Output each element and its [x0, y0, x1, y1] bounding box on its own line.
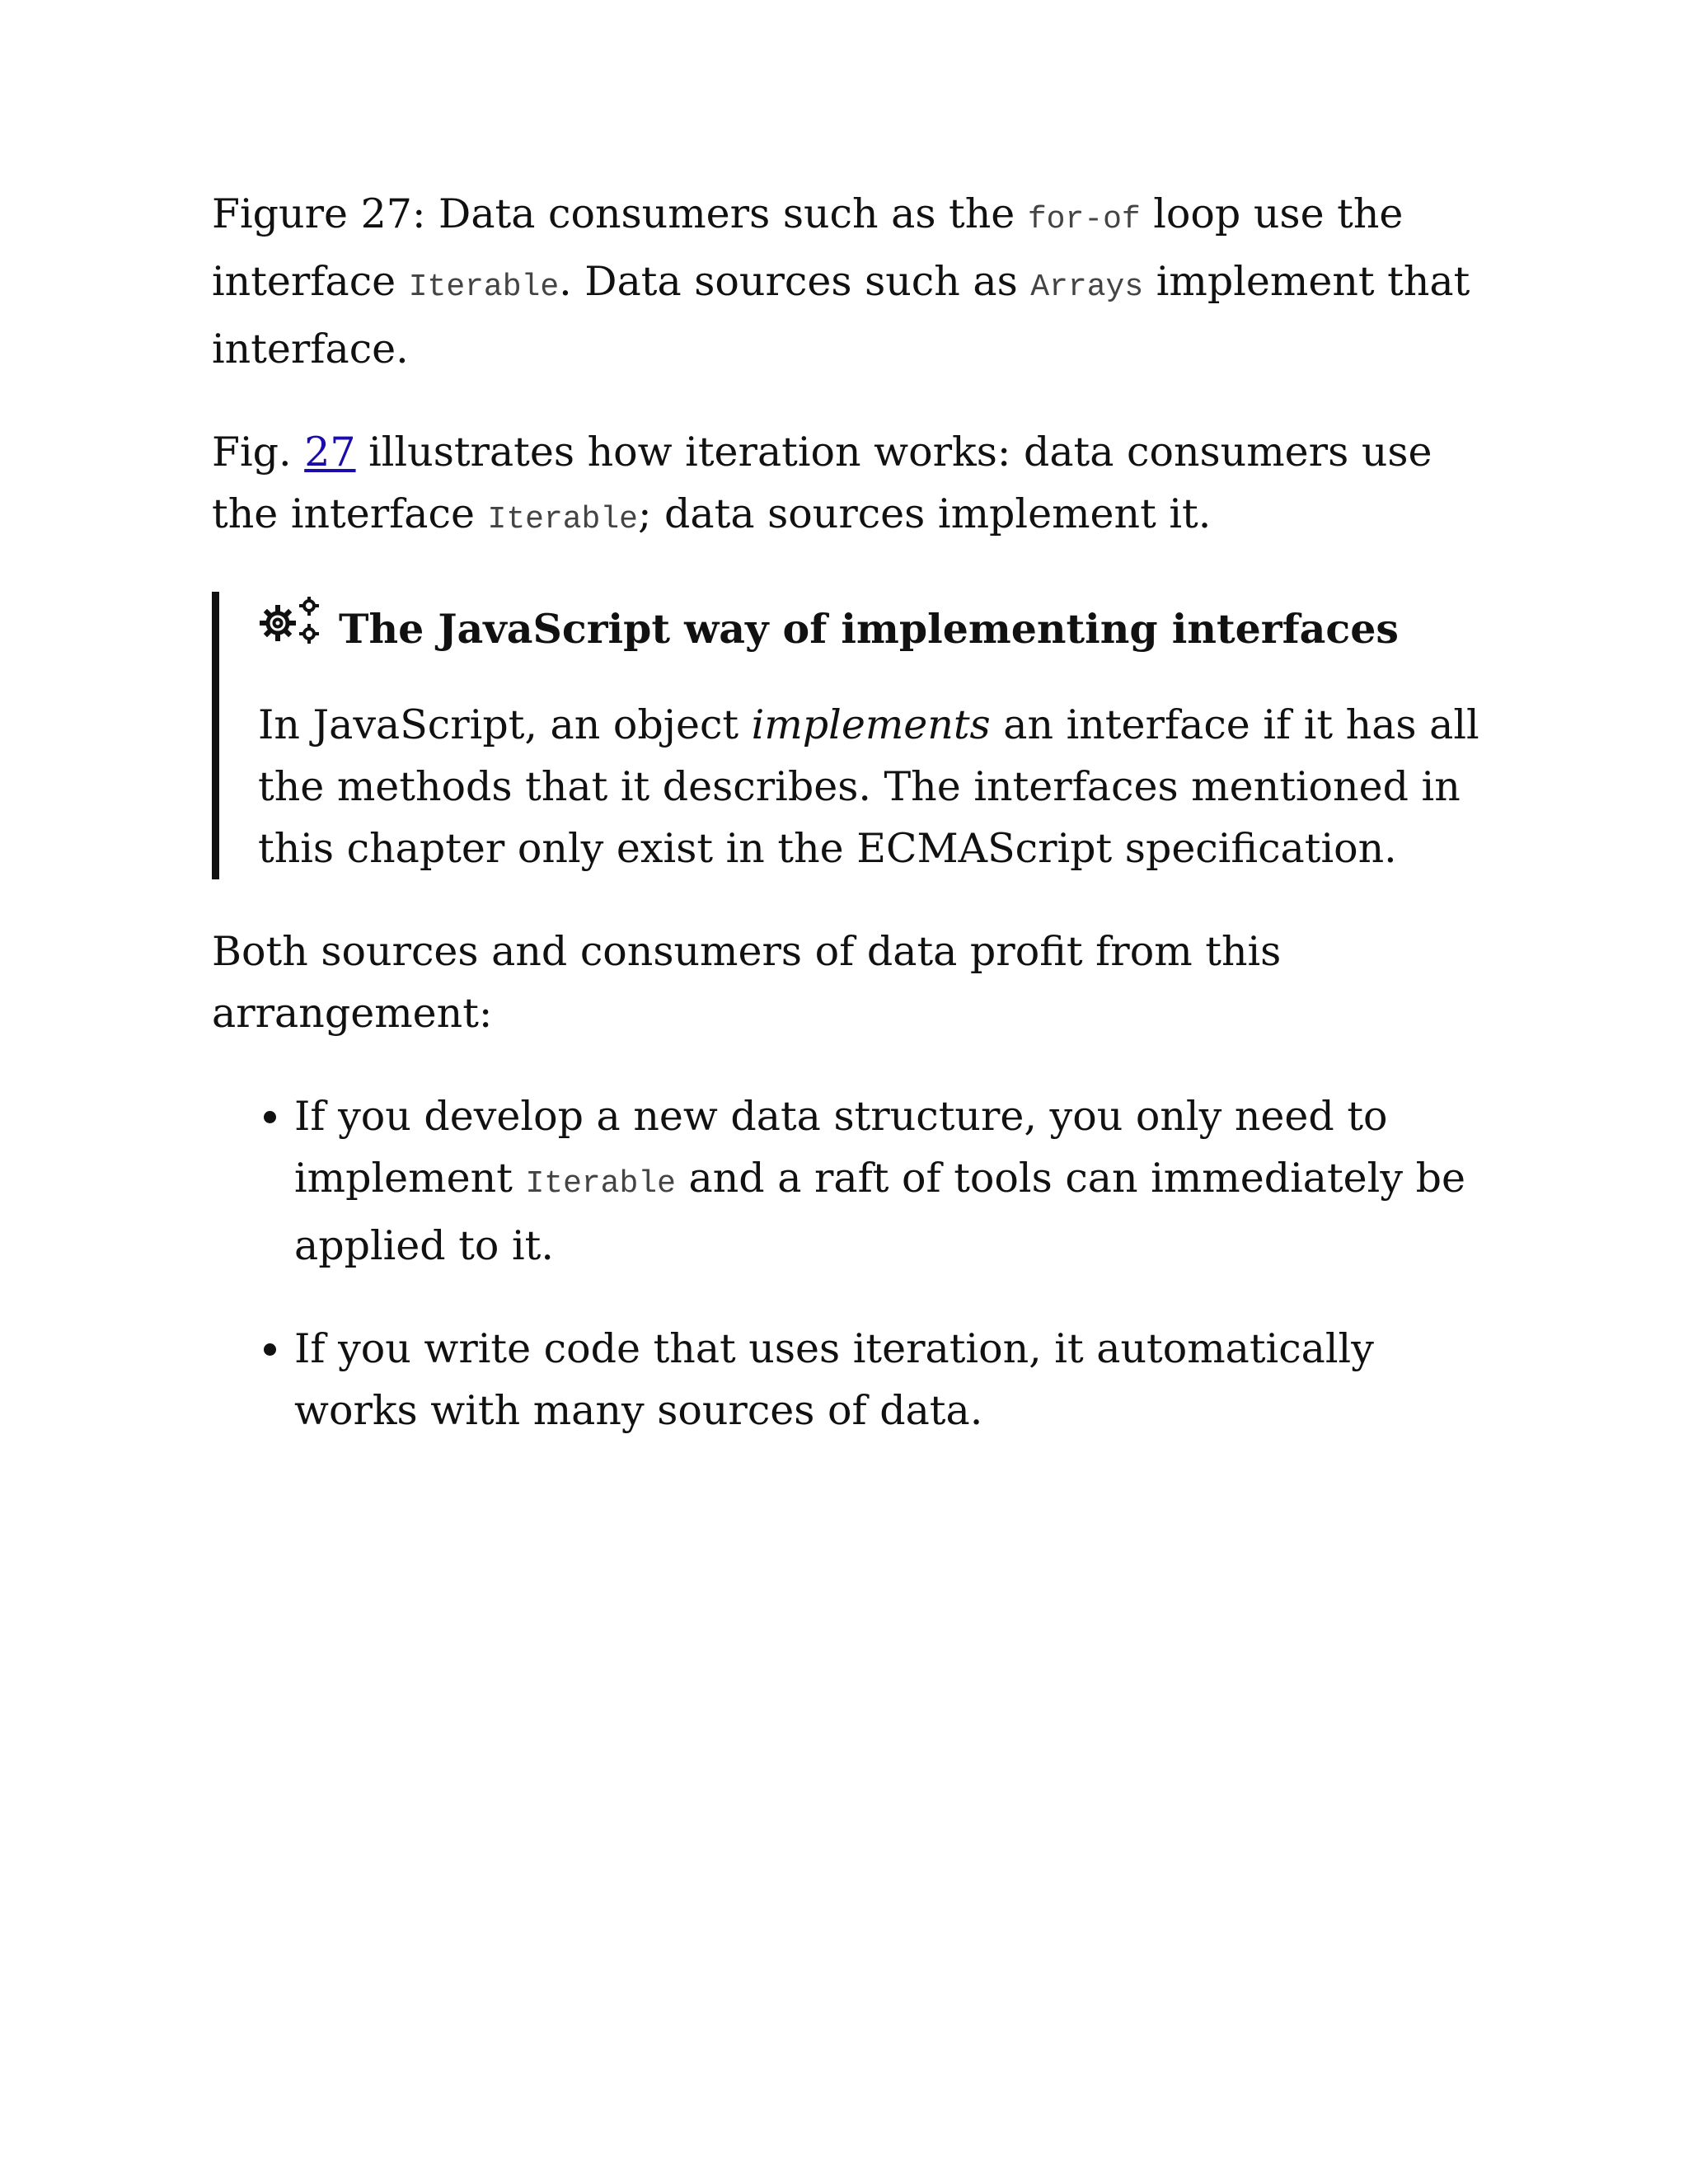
callout-body	[258, 694, 1489, 879]
code-iterable: Iterable	[487, 502, 638, 537]
code-iterable: Iterable	[408, 269, 560, 305]
benefits-list	[212, 1085, 1489, 1441]
list-item-text: and a raft of tools can immediately be applied to it.	[294, 1155, 1465, 1269]
document-page	[212, 183, 1489, 1483]
callout-title	[258, 592, 1489, 666]
callout-box	[212, 592, 1489, 879]
caption-text: loop use the interface	[212, 190, 1404, 305]
code-for-of: for-of	[1027, 202, 1141, 237]
caption-text: . Data sources such as	[559, 258, 1031, 305]
list-item-text: If you develop a new data structure, you only need to implement	[294, 1093, 1388, 1202]
caption-text: Figure 27: Data consumers such as the	[212, 190, 1028, 237]
callout-emphasis: implements	[751, 701, 991, 748]
arrangement-paragraph: Both sources and consumers of data profit from this arrangement:	[212, 928, 1282, 1037]
callout-text: an interface if it has all the methods that it describes. The interfaces mentioned in this chapter only exist in the ECMAScript specification.	[258, 701, 1479, 872]
fig-reference-paragraph	[212, 421, 1489, 551]
code-iterable: Iterable	[525, 1166, 676, 1202]
caption-text: implement that interface.	[212, 258, 1470, 373]
list-item	[294, 1085, 1489, 1277]
gears-icon	[258, 597, 321, 646]
figure-link[interactable]: 27	[304, 429, 356, 476]
figure-caption	[212, 183, 1489, 380]
code-arrays: Arrays	[1030, 269, 1144, 305]
callout-heading: The JavaScript way of implementing interfaces	[339, 605, 1400, 653]
paragraph-text: Fig.	[212, 429, 305, 476]
list-item: • If you write code that uses iteration, it automatically works with many sources of data.	[294, 1318, 1489, 1441]
paragraph-text: ; data sources implement it.	[637, 490, 1212, 537]
paragraph-text: illustrates how iteration works: data consumers use the interface	[212, 429, 1432, 537]
callout-text: In JavaScript, an object	[258, 701, 752, 748]
